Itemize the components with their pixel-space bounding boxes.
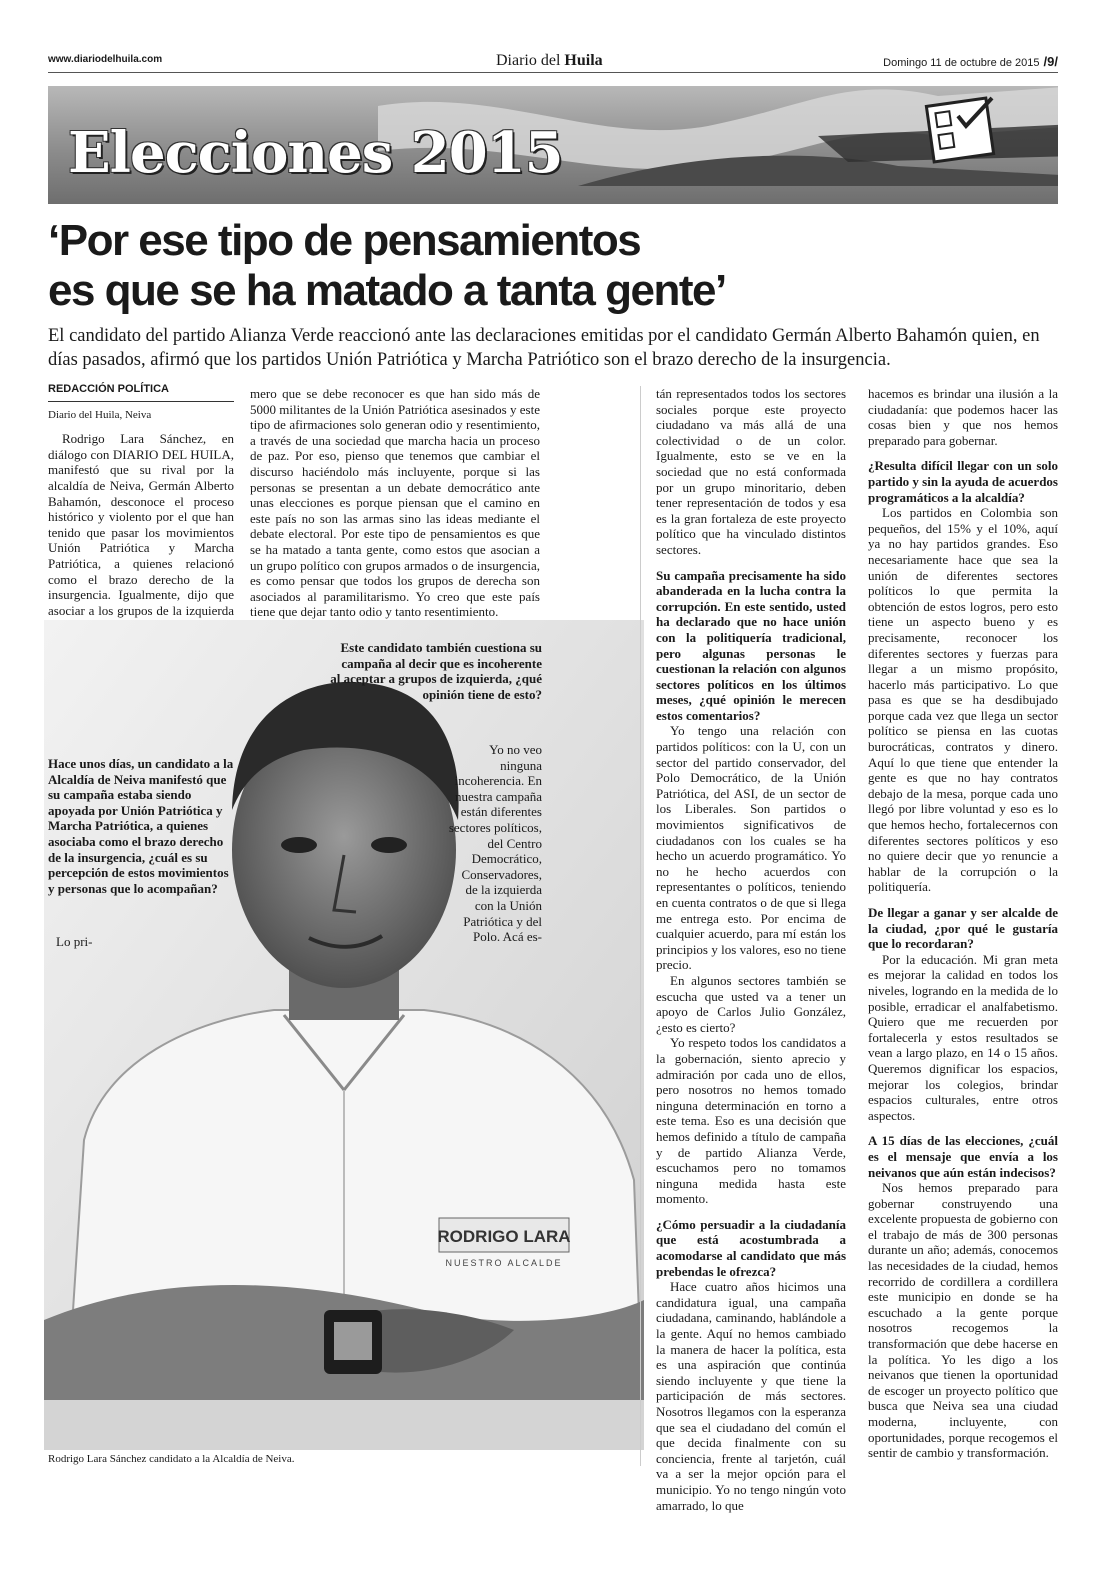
paragraph-intro: Rodrigo Lara Sánchez, en diálogo con DIARIO DEL HUILA, manifestó que su rival por la alcaldía de Neiva, Germán Alberto Bahamón, desconoce el proceso histórico y violento por el que han tenido que pasar los movimientos Unión Patriótica y Marcha Patriótica, a quienes relacionó como el brazo derecho de la insurgencia. Igualmente, dijo que asociar a los grupos de la izquierda [48, 431, 234, 618]
section-title: Elecciones 2015 [68, 120, 563, 186]
question-6: ¿Resulta difícil llegar con un solo partido y sin la ayuda de acuerdos programáticos a la alcaldía? [868, 458, 1058, 505]
headline-line-1: ‘Por ese tipo de pensamientos [48, 216, 641, 265]
question-7: De llegar a ganar y ser alcalde de la ciudad, ¿por qué le gustaría que lo recordaran? [868, 905, 1058, 952]
question-5: ¿Cómo persuadir a la ciudadanía que está acostumbrada a acomodarse al candidato que más prebendas le ofrezca? [656, 1216, 846, 1279]
newspaper-name [496, 52, 603, 70]
question-1: Hace unos días, un candidato a la Alcaldía de Neiva manifestó que su campaña estaba siendo apoyada por Unión Patriótica y Marcha Patriótica, a quienes asociaba como el brazo derecho de la insurgencia, ¿cuál es su percepción de estos movimientos y personas que lo acompañan? [48, 756, 234, 896]
headline-line-2: es que se ha matado a tanta gente’ [48, 266, 726, 315]
shirt-slogan-text: NUESTRO ALCALDE [445, 1258, 563, 1268]
newspaper-name-part2: Huila [564, 52, 603, 69]
answer-5: Hace cuatro años hicimos una candidatura igual, una campaña ciudadana, caminando, hablándole a la gente. Aquí no hemos cambiado la manera de hacer la política, esta es una aspiración que continúa siendo incluyente y que tiene la participación de más sectores. Nosotros llegamos con la esperanza que sea el ciudadano del común el que decida finalmente con su conciencia, frente al tarjetón, cuál va a ser la mejor opción para el municipio. Yo no tengo ningún voto amarrado, lo que [656, 1279, 846, 1513]
newspaper-name-part1: Diario del [496, 52, 561, 69]
column-3 [656, 386, 846, 1513]
answer-8: Nos hemos preparado para gobernar construyendo una excelente propuesta de gobierno con el trabajo de más de 300 personas durante un año; además, conocemos las necesidades de la ciudad, hemos recorrido de cordillera a cordillera este municipio en donde se ha escuchado a la gente porque nosotros recogemos la transformación que debe hacerse en la política. Yo les digo a los neivanos que tienen la oportunidad de escoger un proyecto político que busca que Neiva sea una ciudad moderna, incluyente, con oportunidades, porque recogemos el sentir de cambio y transformación. [868, 1180, 1058, 1461]
column-4 [868, 386, 1058, 1461]
dateline: Diario del Huila, Neiva [48, 408, 152, 421]
paragraph-answer-5-cont: hacemos es brindar una ilusión a la ciudadanía: que podemos hacer las cosas bien y que nos hemos preparado para gobernar. [868, 386, 1058, 448]
page-date-block [883, 54, 1058, 69]
candidate-portrait-image [44, 620, 644, 1450]
answer-7: Por la educación. Mi gran meta es mejorar la calidad en todos los niveles, logrando en la medida de lo posible, erradicar el analfabetismo. Quiero que me recuerden por fortalecerla y estos resultados se vean a largo plazo, en 14 o 15 años. Queremos dignificar los espacios, mejorar los colegios, brindar espacios culturales, entre otros aspectos. [868, 951, 1058, 1123]
answer-2: Yo no veo ninguna incoherencia. En nuestra campaña están diferentes sectores políticos, del Centro Democrático, Conservadores, de la izquierda con la Unión Patriótica y del Polo. Acá es- [448, 742, 542, 945]
question-2: Este candidato también cuestiona su campaña al decir que es incoherente al aceptar a grupos de izquierda, ¿qué opinión tiene de esto? [330, 640, 542, 702]
ballot-checkbox-icon [924, 92, 1004, 164]
answer-1-start: Lo pri- [56, 934, 93, 949]
question-4: En algunos sectores también se escucha que usted va a tener un apoyo de Carlos Julio González, ¿esto es cierto? [656, 972, 846, 1035]
answer-4: Yo respeto todos los candidatos a la gobernación, siento aprecio y admiración por cada uno de ellos, pero nosotros no hemos tomado ninguna determinación en torno a este tema. Eso es una decisión que hemos definido a título de campaña y de partido Alianza Verde, escuchamos pero no tomamos ninguna medida hasta este momento. [656, 1035, 846, 1207]
paragraph-answer-2-cont: tán representados todos los sectores sociales porque este proyecto ciudadano va más allá de una colectividad o de un color. Igualmente, esto se ve en la sociedad que no está conformada por un grupo minoritario, deben tener representación de todos y esa es la gran fortaleza de este proyecto político que ha vinculado distintos sectores. [656, 386, 846, 557]
shirt-logo-text: RODRIGO LARA [437, 1227, 571, 1246]
column-2 [250, 386, 540, 620]
question-3: Su campaña precisamente ha sido abanderada en la lucha contra la corrupción. En este sentido, usted ha declarado que no hace unión con la politiquería tradicional, pero algunas personas le cuestionan la relación con algunos sectores políticos en los últimos meses, ¿qué opinión le merecen estos comentarios? [656, 567, 846, 723]
candidate-photo [44, 620, 644, 1450]
answer-3: Yo tengo una relación con partidos políticos: con la U, con un sector del partido conservador, del Polo Democrático, de la Unión Patriótica, del ASI, de un sector de los Liberales. Son partidos o movimientos significativos de ciudadanos con los cuales se ha hecho un acuerdo programático. Yo no he hecho acuerdos con representantes o políticos, teniendo en cuenta contratos o de que si llega me entrega esto. Por encima de cualquier acuerdo, para mí están los principios y los valores, eso no tiene precio. [656, 723, 846, 973]
page-number: /9/ [1043, 54, 1058, 69]
headline [48, 216, 1058, 316]
question-8: A 15 días de las elecciones, ¿cuál es el mensaje que envía a los neivanos que aún están indecisos? [868, 1133, 1058, 1180]
paragraph-answer-1-cont: mero que se debe reconocer es que han sido más de 5000 militantes de la Unión Patriótica asesinados y este tipo de afirmaciones solo generan odio y resentimiento, a través de una sociedad que marcha hacia un proceso de paz. Por eso, pienso que tenemos que cambiar el discurso haciéndolo más incluyente, porque si las personas se presentan a un debate democrático ante unas elecciones es porque piensan que el camino en este país no son las armas sino las ideas mediante el debate electoral. Por este tipo de pensamientos es que se ha matado a tanta gente, como estos que asocian a un grupo político con grupos armados o de insurgencia, es como pensar que todos los grupos de derecha son asociados al paramilitarismo. Yo creo que este país tiene que dejar tanto odio y tanto resentimiento. [250, 386, 540, 620]
answer-6: Los partidos en Colombia son pequeños, del 15% y el 10%, aquí ya no hay partidos grandes. Eso necesariamente hace que sea la unión de diferentes sectores políticos lo que permita la obtención de estos logros, pero esto tiene un aspecto bueno y es precisamente, reconocer los diferentes sectores y fuerzas para llegar a un mismo propósito, hacerlo más participativo. Lo que pasa es que se ha desdibujado porque cada vez que llega un sector político se piensa en las cuotas burocráticas, contratos y dinero. Aquí lo que tiene que entender la gente es que no hay contratos debajo de la mesa, porque cada uno llegó por libre voluntad y eso es lo que hemos hecho, fortalecernos con diferentes sectores políticos y eso no quiere decir que yo renuncie a hablar de la corrupción o la politiquería. [868, 505, 1058, 895]
byline: REDACCIÓN POLÍTICA [48, 382, 234, 402]
column-divider [640, 386, 641, 1466]
site-url: www.diariodelhuila.com [48, 54, 163, 65]
page-header [48, 52, 1058, 73]
section-banner [48, 86, 1058, 204]
lead-paragraph: El candidato del partido Alianza Verde reaccionó ante las declaraciones emitidas por el candidato Germán Alberto Bahamón quien, en días pasados, afirmó que los partidos Unión Patriótica y Marcha Patriótico son el brazo derecho de la insurgencia. [48, 326, 1040, 370]
issue-date: Domingo 11 de octubre de 2015 [883, 57, 1040, 69]
photo-caption: Rodrigo Lara Sánchez candidato a la Alcaldía de Neiva. [48, 1453, 295, 1465]
